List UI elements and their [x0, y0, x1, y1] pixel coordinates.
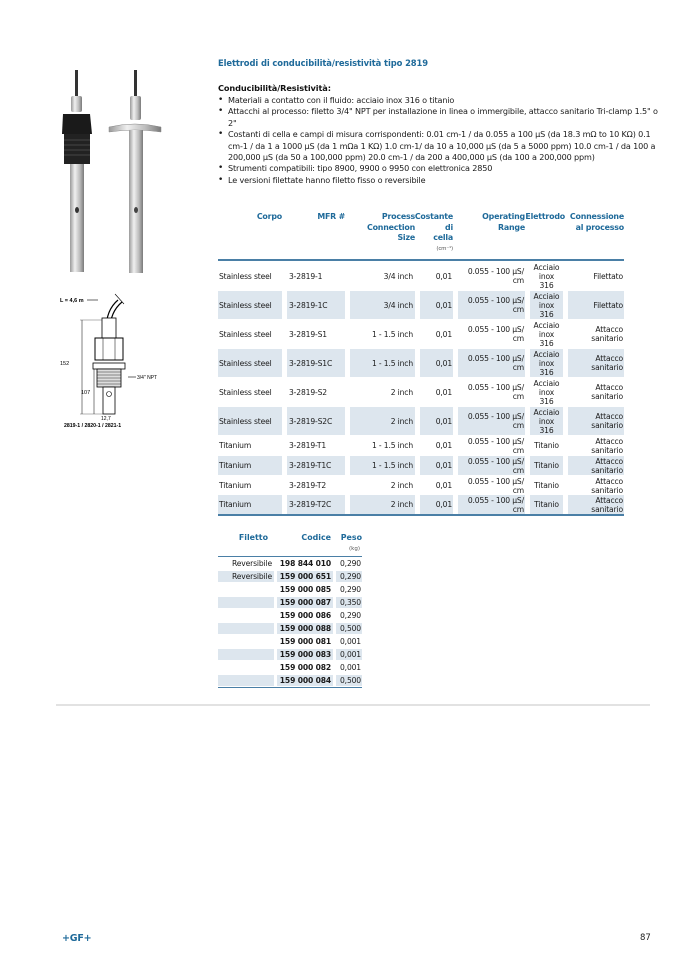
- product-photos: [58, 70, 168, 275]
- dim-diameter-label: 12,7: [101, 416, 111, 422]
- header-process-size: Process Connection Size: [367, 212, 415, 242]
- feature-item: • Materiali a contatto con il fluido: acciaio inox 316 o titanio: [218, 95, 658, 106]
- code-row: 159 000 083 0,001: [218, 649, 362, 660]
- dimension-drawing-image: [60, 290, 160, 430]
- page-title: Elettrodi di conducibilità/resistività tipo 2819: [218, 58, 428, 68]
- peso-unit: (kg): [349, 546, 360, 552]
- feature-item: • Strumenti compatibili: tipo 8900, 9900 o 9950 con elettronica 2850: [218, 163, 658, 174]
- electrode-photo-image: [58, 70, 168, 275]
- page-number: 87: [640, 933, 651, 943]
- table-row: Stainless steel 3-2819-S1 1 - 1.5 inch 0,01 0.055 - 100 µS/ cm Acciaio inox 316 Attacco sanitario: [219, 320, 623, 348]
- feature-item: • Attacchi al processo: filetto 3/4" NPT per installazione in linea o immergibile, attacco sanitario Tri-clamp 1.5" o 2": [218, 106, 658, 129]
- table-row: Stainless steel 3-2819-1 3/4 inch 0,01 0.055 - 100 µS/ cm Acciaio inox 316 Filettato: [219, 262, 623, 290]
- cable-length-label: L = 4,6 m: [60, 298, 84, 304]
- code-row: 159 000 086 0,290: [279, 611, 361, 620]
- thread-label: 3/4" NPT: [137, 375, 158, 381]
- code-table-bottom-rule: [218, 687, 362, 688]
- code-row: 159 000 087 0,350: [218, 597, 362, 608]
- costante-unit: (cm⁻¹): [436, 245, 453, 252]
- header-elettrodo: Elettrodo: [525, 212, 565, 221]
- table-row: Titanium 3-2819-T1 1 - 1.5 inch 0,01 0.055 - 100 µS/ cm Titanio Attacco sanitario: [219, 436, 623, 455]
- header-codice: Codice: [301, 533, 331, 542]
- code-row: 159 000 084 0,500: [218, 675, 362, 686]
- table-header-rule: [218, 259, 624, 261]
- header-peso: Peso: [340, 533, 362, 542]
- header-costante: Costante di cella (cm⁻¹): [411, 212, 453, 254]
- dimension-diagram: [60, 290, 160, 430]
- section-heading: Conducibilità/Resistività:: [218, 83, 331, 93]
- feature-item: • Costanti di cella e campi di misura corrispondenti: 0.01 cm-1 / da 0.055 a 100 µS (da 18.3 mΩ to 10 KΩ) 0.1 cm-1 / da 1 a 1000 µS (da 1 mΩa 1 KΩ) 1.0 cm-1/ da 10 a 10,000 µS (da 5 a 5000 ppm) 10.0 cm-1 / da 100 a 200,000 µS (da 50 a 100,000 ppm) 20.0 cm-1 / da 200 a 400,000 µS (da 100 a 200,000 ppm): [218, 129, 658, 163]
- table-bottom-rule: [218, 514, 624, 516]
- header-corpo: Corpo: [256, 212, 282, 221]
- header-operating-range: Operating Range: [482, 212, 525, 232]
- table-row: Stainless steel 3-2819-S2C 2 inch 0,01 0.055 - 100 µS/ cm Acciaio inox 316 Attacco sanitario: [219, 407, 623, 435]
- table-row: Stainless steel 3-2819-1C 3/4 inch 0,01 0.055 - 100 µS/ cm Acciaio inox 316 Filettato: [219, 291, 623, 319]
- code-row: 159 000 085 0,290: [279, 585, 361, 594]
- spec-table-header: [218, 212, 624, 260]
- header-filetto: Filetto: [238, 533, 268, 542]
- code-row: Reversibile 159 000 651 0,290: [218, 571, 362, 582]
- table-row: Stainless steel 3-2819-S2 2 inch 0,01 0.055 - 100 µS/ cm Acciaio inox 316 Attacco sanitario: [219, 378, 623, 406]
- header-connessione: Connessione al processo: [569, 212, 624, 232]
- code-row: 159 000 088 0,500: [218, 623, 362, 634]
- dim-lower-label: 107: [81, 390, 91, 396]
- table-row: Titanium 3-2819-T2 2 inch 0,01 0.055 - 100 µS/ cm Titanio Attacco sanitario: [219, 476, 623, 495]
- table-row: Stainless steel 3-2819-S1C 1 - 1.5 inch 0,01 0.055 - 100 µS/ cm Acciaio inox 316 Attacco sanitario: [219, 349, 623, 377]
- page-divider: [56, 704, 650, 706]
- table-row: Titanium 3-2819-T2C 2 inch 0,01 0.055 - 100 µS/ cm Titanio Attacco sanitario: [219, 495, 623, 514]
- feature-item: • Le versioni filettate hanno filetto fisso o reversibile: [218, 175, 658, 186]
- header-mfr: MFR #: [317, 212, 345, 221]
- brand-logo: +GF+: [62, 933, 92, 944]
- feature-list: [218, 95, 658, 186]
- code-row: 159 000 081 0,001: [279, 637, 361, 646]
- code-row: 159 000 082 0,001: [279, 663, 361, 672]
- dim-total-label: 152: [60, 361, 70, 367]
- table-row: Titanium 3-2819-T1C 1 - 1.5 inch 0,01 0.055 - 100 µS/ cm Titanio Attacco sanitario: [219, 456, 623, 475]
- code-row: Reversibile 198 844 010 0,290: [231, 559, 361, 568]
- diagram-caption: 2819-1 / 2820-1 / 2821-1: [64, 423, 122, 429]
